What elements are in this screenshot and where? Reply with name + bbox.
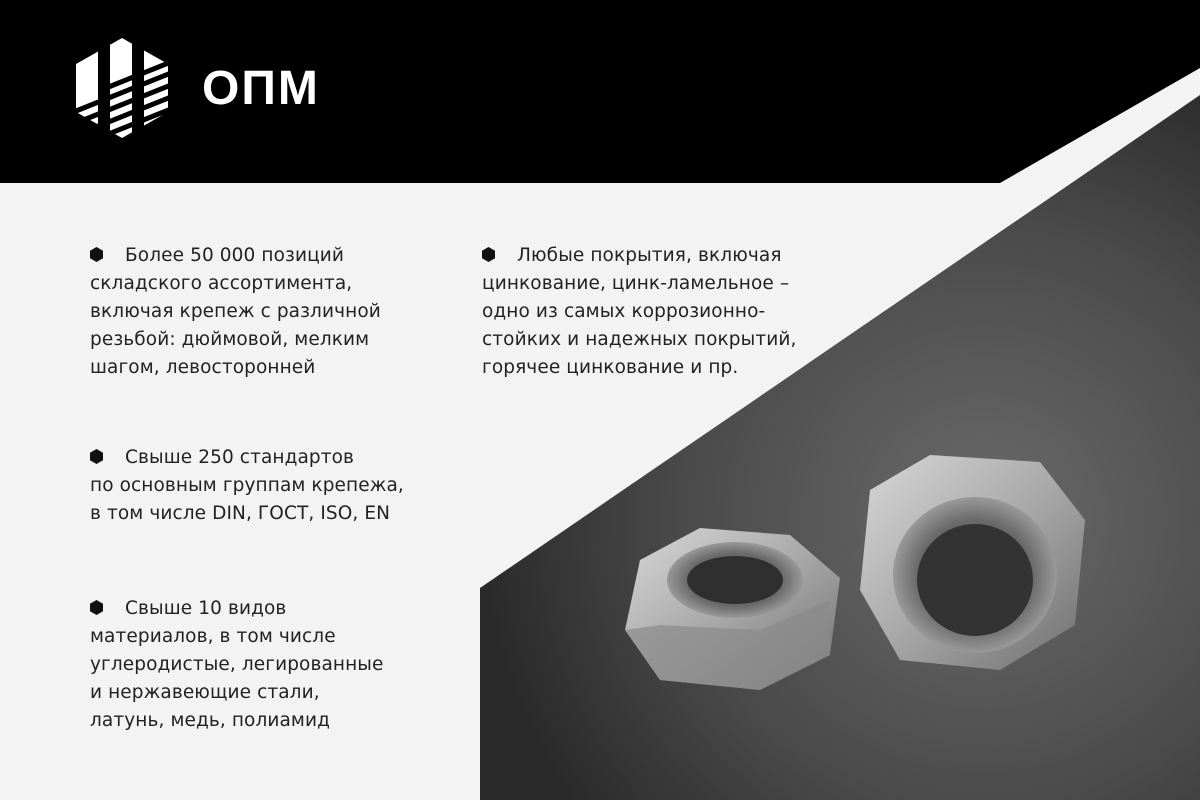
opm-logo-icon <box>76 38 168 138</box>
brand-logo <box>76 38 320 138</box>
hexagon-icon <box>90 449 103 464</box>
hex-nut-right <box>860 455 1085 670</box>
hexagon-icon <box>482 247 495 262</box>
feature-text: и нержавеющие стали, <box>90 682 320 703</box>
feature-assortment <box>90 242 381 382</box>
feature-text: складского ассортимента, <box>90 273 353 294</box>
hexagon-icon <box>90 247 103 262</box>
hexagon-icon <box>90 600 103 615</box>
metal-photo <box>480 95 1200 800</box>
feature-text: Любые покрытия, включая <box>517 245 782 266</box>
feature-text: Свыше 250 стандартов <box>125 447 355 468</box>
hex-nut-left <box>625 528 840 690</box>
feature-coatings <box>482 242 796 382</box>
feature-text: Свыше 10 видов <box>125 598 287 619</box>
feature-text: включая крепеж с различной <box>90 301 381 322</box>
feature-text: латунь, медь, полиамид <box>90 710 331 731</box>
feature-text: по основным группам крепежа, <box>90 475 404 496</box>
feature-standards <box>90 444 404 528</box>
feature-text: резьбой: дюймовой, мелким <box>90 329 370 350</box>
feature-text: цинкование, цинк-ламельное – <box>482 273 790 294</box>
feature-text: в том числе DIN, ГОСТ, ISO, EN <box>90 503 391 524</box>
feature-text: стойких и надежных покрытий, <box>482 329 797 350</box>
feature-text: горячее цинкование и пр. <box>482 357 739 378</box>
feature-text: Более 50 000 позиций <box>125 245 345 266</box>
feature-text: одно из самых коррозионно- <box>482 301 766 322</box>
feature-text: материалов, в том числе <box>90 626 336 647</box>
feature-text: углеродистые, легированные <box>90 654 384 675</box>
feature-materials <box>90 595 383 735</box>
feature-text: шагом, левосторонней <box>90 357 316 378</box>
brand-name: ОПМ <box>202 61 320 115</box>
